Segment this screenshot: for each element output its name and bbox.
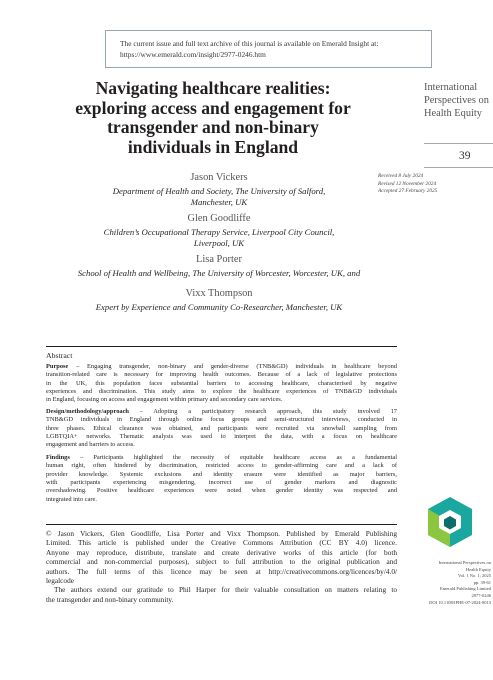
journal-name	[424, 81, 493, 120]
abstract-top-rule	[46, 346, 397, 347]
license-line: legalcode	[46, 576, 74, 586]
open-access-logo-icon	[426, 496, 474, 548]
abstract-line: transition-related care is necessary for improving health outcomes. Because of a lack of legislative protections	[46, 371, 397, 379]
abstract-line: Findings – Participants highlighted the necessity of equitable healthcare access as a fundamental	[46, 454, 397, 461]
affiliation-line: Department of Health and Society, The University of Salford,	[112, 186, 326, 196]
license-line: Limited. This article is published under the Creative Commons Attribution (CC BY 4.0) licence.	[46, 538, 397, 548]
journal-name-line: Health Equity	[424, 108, 483, 119]
revised-date: Revised 12 November 2024	[378, 180, 437, 187]
archive-notice-text: The current issue and full text archive of this journal is available on Emerald Insight at:	[120, 39, 379, 48]
purpose-label: Purpose	[46, 363, 69, 370]
abstract-line: with participants experiencing misgendering, incorrect use of gender markers and diagnostic	[46, 479, 397, 487]
license-text	[46, 529, 397, 604]
author-affiliation	[10, 268, 428, 279]
affiliation-line: Liverpool, UK	[193, 238, 245, 249]
title-line: Navigating healthcare realities:	[95, 78, 331, 98]
doi-line: DOI 10.1108/IPHE-07-2024-0013	[429, 599, 491, 605]
page-number: 39	[459, 150, 471, 162]
abstract-line: LGBTQIA+ networks. Thematic analysis was used to interpret the data, with a focus on healthcare	[46, 433, 397, 441]
author-name: Jason Vickers	[190, 172, 248, 183]
affiliation-line: School of Health and Wellbeing, The University of Worcester, Worcester, UK, and	[77, 268, 361, 278]
title-line: exploring access and engagement for	[75, 97, 351, 118]
title-line: transgender and non-binary	[107, 117, 319, 137]
abstract-line: in England, focusing on access and engagement within primary and secondary care services.	[46, 396, 283, 404]
pubinfo-line: Vol. 1 No. 1, 2025	[457, 573, 491, 579]
archive-link[interactable]: https://www.emerald.com/insight/2977-0246.htm	[120, 50, 266, 59]
author-affiliation	[10, 227, 428, 249]
abstract-findings	[46, 454, 397, 504]
archive-notice-box	[105, 30, 432, 68]
pubinfo-line: Emerald Publishing Limited	[440, 586, 491, 592]
license-line: commercial and non-commercial purposes), subject to full attribution to the original publication and	[46, 557, 397, 567]
findings-label: Findings	[46, 454, 70, 461]
affiliation-line: Manchester, UK	[190, 197, 248, 208]
pubinfo-line: 2977-0246	[471, 592, 491, 598]
abstract-line: TNB&GD individuals in England through online focus groups and semi-structured interviews, conducted in	[46, 416, 397, 424]
pubinfo-line: Health Equity	[465, 566, 491, 572]
author-affiliation	[10, 302, 428, 313]
margin-divider	[424, 167, 493, 168]
license-line: © Jason Vickers, Glen Goodliffe, Lisa Porter and Vixx Thompson. Published by Emerald Publishing	[46, 529, 397, 538]
abstract-line: engagement and barriers to access.	[46, 441, 135, 449]
author-name: Vixx Thompson	[185, 288, 253, 299]
publication-info	[421, 560, 491, 606]
abstract-line: experiences and discrimination. This study aims to explore the healthcare experiences of TNB&GD individuals	[46, 388, 397, 396]
author-name: Lisa Porter	[196, 254, 242, 265]
abstract-line: three phases. Ethical clearance was obtained, and participants were recruited via snowball sampling from	[46, 424, 397, 432]
acknowledgement-line: The authors extend our gratitude to Phil Harper for their valuable consultation on matters relating to	[54, 585, 397, 595]
abstract-line: overshadowing. Positive healthcare experiences were noted when gender identity was respected and	[46, 487, 397, 495]
abstract-heading: Abstract	[46, 351, 73, 360]
affiliation-line: Expert by Experience and Community Co-Researcher, Manchester, UK	[95, 302, 343, 312]
acknowledgement-line: the transgender and non-binary community.	[46, 594, 174, 604]
pubinfo-line: pp. 39-61	[473, 579, 491, 585]
margin-divider	[424, 143, 493, 144]
journal-name-line: Perspectives on	[424, 95, 489, 106]
accepted-date: Accepted 27 February 2025	[378, 188, 438, 195]
received-date: Received 8 July 2024	[378, 173, 424, 179]
affiliation-line: Children’s Occupational Therapy Service, Liverpool City Council,	[103, 227, 335, 237]
abstract-line: in the UK, this population faces substantial barriers to accessing healthcare, characterised by negative	[46, 379, 397, 387]
title-line: individuals in England	[127, 136, 299, 157]
abstract-line: Purpose – Engaging transgender, non-binary and gender-diverse (TNB&GD) individuals in healthcare beyond	[46, 363, 397, 370]
abstract-line: human right, often hindered by discrimination, restricted access to gender-affirming care and a lack of	[46, 462, 397, 470]
license-top-rule	[46, 524, 397, 525]
abstract-purpose	[46, 363, 397, 405]
abstract-design	[46, 408, 397, 450]
license-line: authors. The full terms of this licence may be seen at http://creativecommons.org/licences/by/4.0/	[46, 566, 397, 576]
abstract-line: integrated into care.	[46, 495, 97, 503]
author-name: Glen Goodliffe	[187, 213, 251, 224]
article-title	[40, 79, 386, 157]
pubinfo-line: International Perspectives on	[438, 560, 491, 565]
abstract-line: Design/methodology/approach – Adopting a participatory research approach, this study involved 17	[46, 408, 397, 415]
abstract-line: provider knowledge. Systemic exclusions and identity erasure were identified as major barriers,	[46, 470, 397, 478]
author-affiliation	[10, 186, 428, 208]
design-label: Design/methodology/approach	[46, 408, 129, 415]
license-line: Anyone may reproduce, distribute, translate and create derivative works of this article (for both	[46, 547, 397, 557]
journal-name-line: International	[424, 82, 478, 93]
